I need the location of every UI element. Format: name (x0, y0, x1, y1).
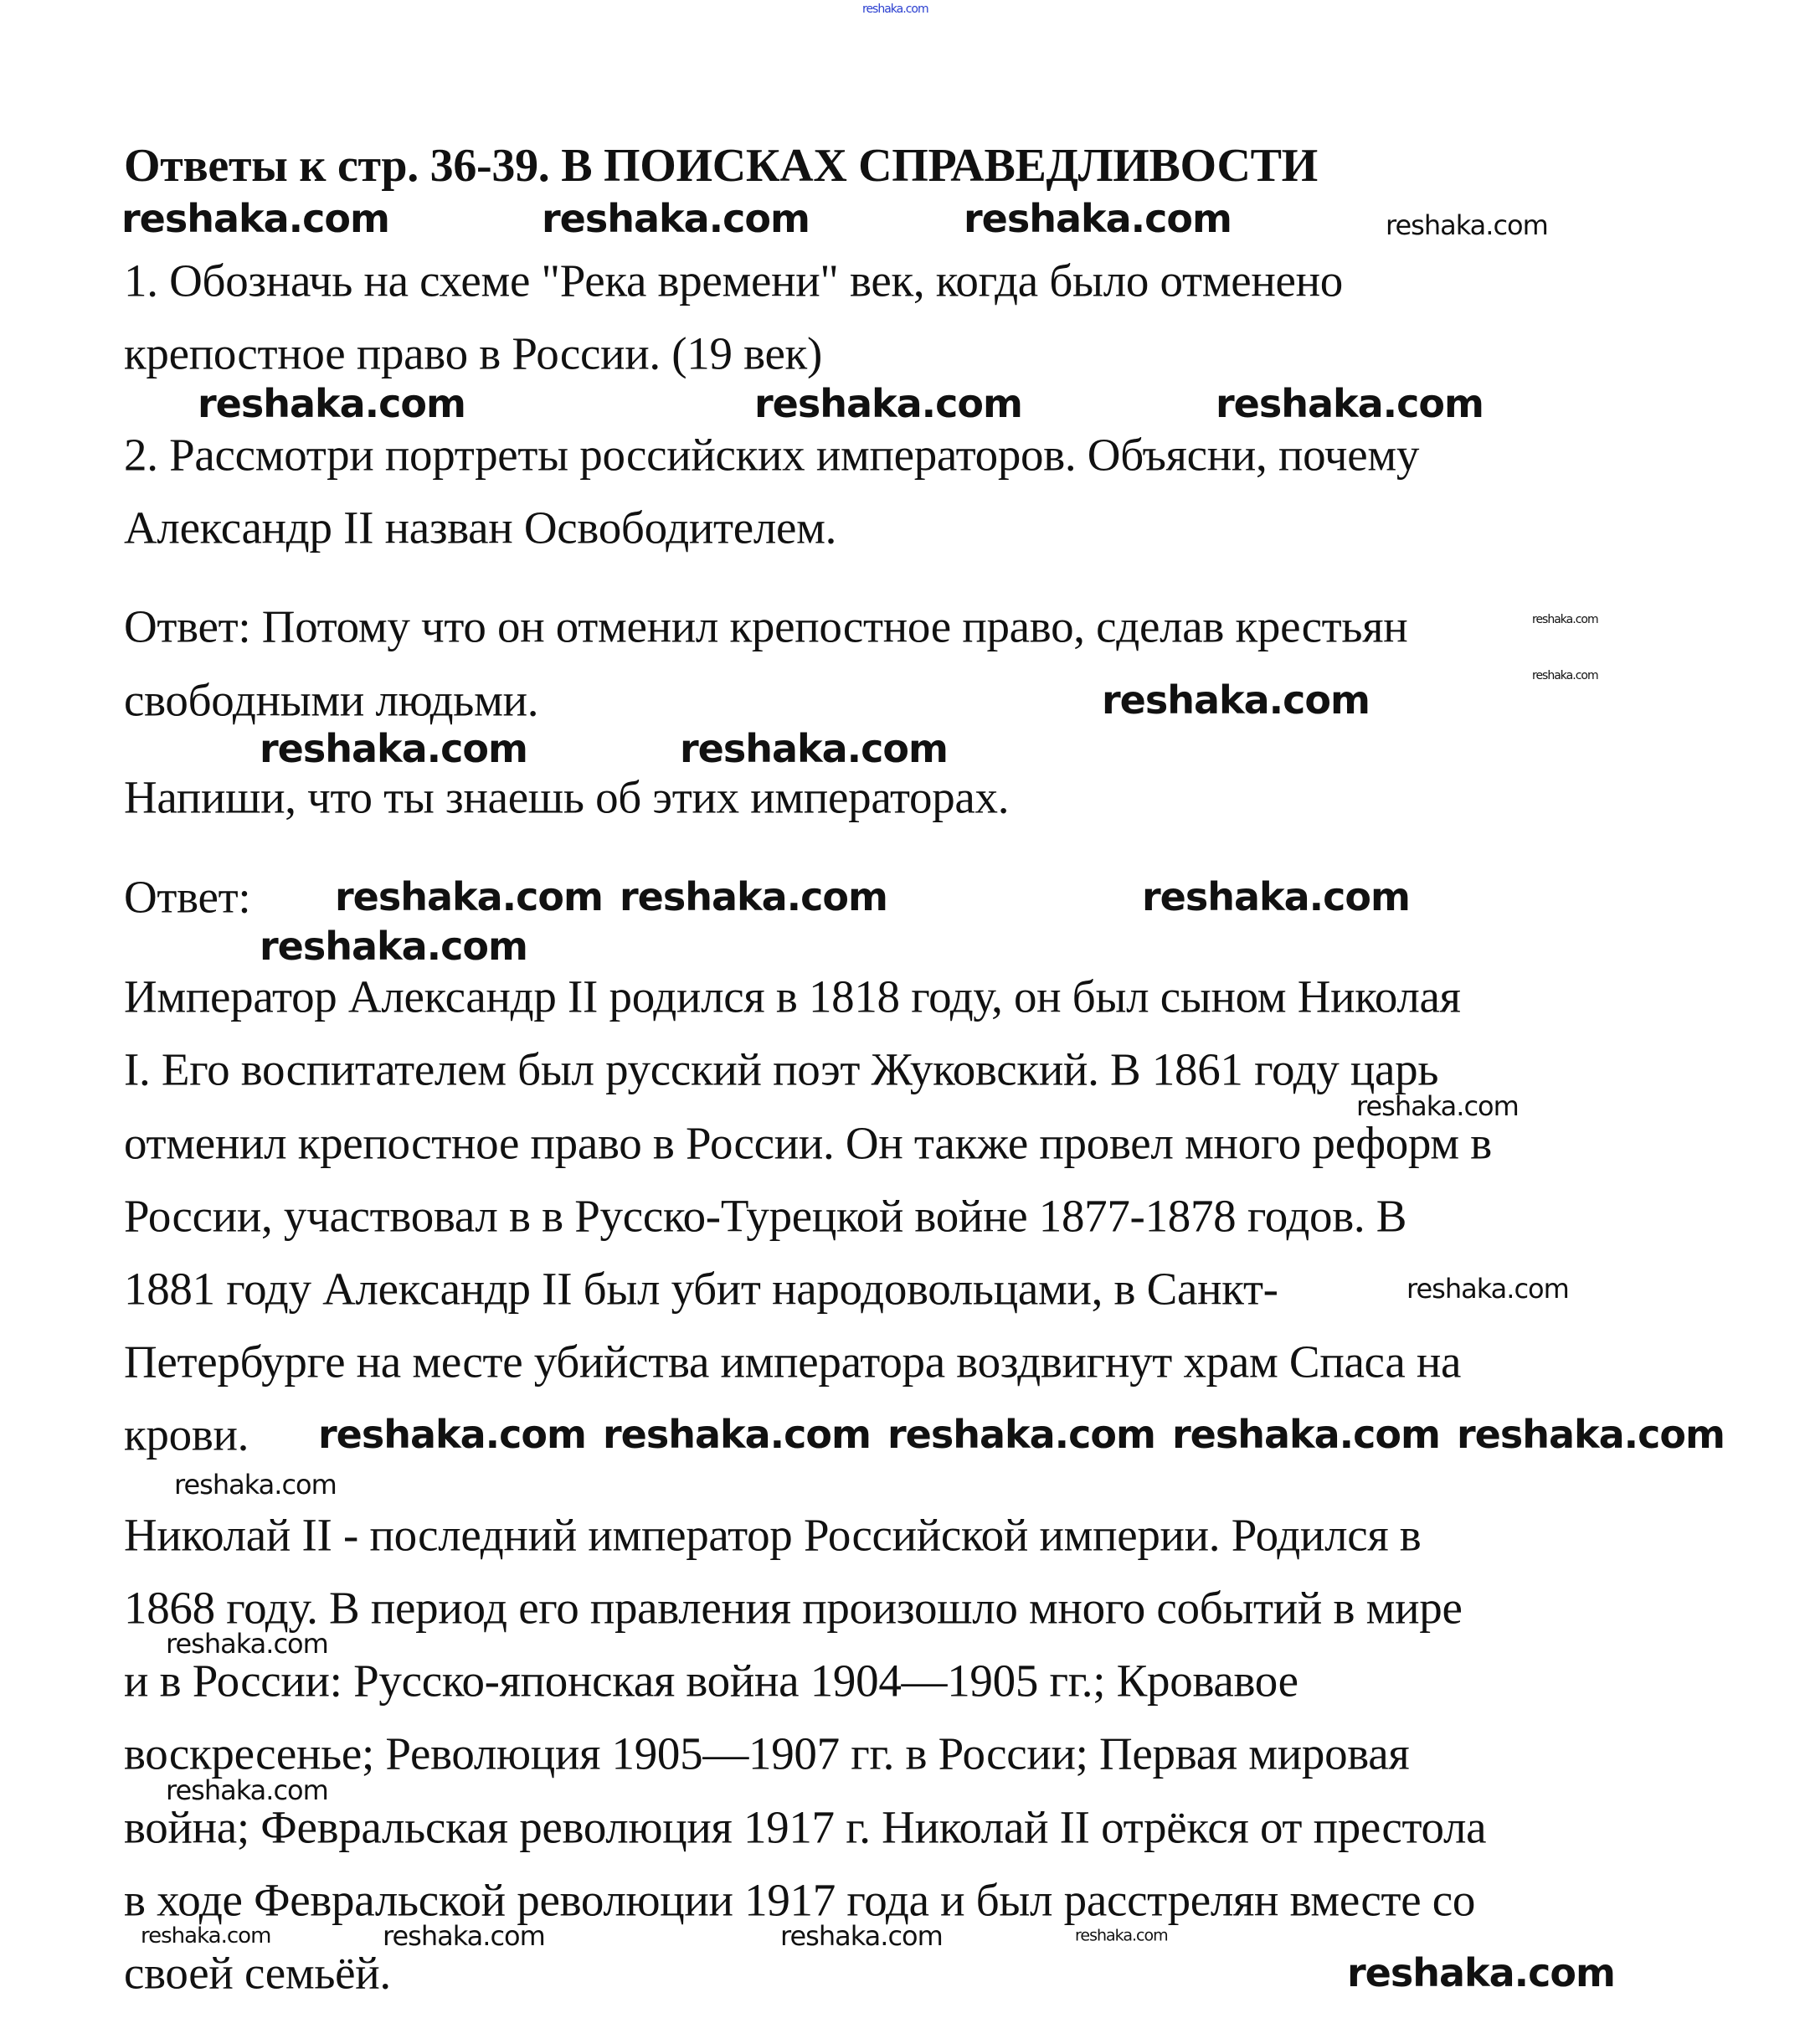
page-title: Ответы к стр. 36-39. В ПОИСКАХ СПРАВЕДЛИВОСТИ (124, 140, 1318, 192)
watermark: reshaka.com (166, 1628, 328, 1660)
text-line: Ответ: (124, 871, 251, 923)
watermark: reshaka.com (780, 1920, 943, 1952)
watermark: reshaka.com (542, 196, 810, 241)
text-line: война; Февральская революция 1917 г. Николай II отрёкся от престола (124, 1801, 1487, 1853)
text-line: Напиши, что ты знаешь об этих императорах. (124, 771, 1010, 823)
watermark: reshaka.com (141, 1923, 271, 1949)
text-line: 1. Обозначь на схеме "Река времени" век, когда было отменено (124, 255, 1343, 306)
watermark: reshaka.com (1142, 874, 1410, 919)
watermark: reshaka.com (1075, 1926, 1168, 1945)
watermark: reshaka.com (260, 726, 527, 771)
text-line: I. Его воспитателем был русский поэт Жуковский. В 1861 году царь (124, 1043, 1439, 1095)
watermark: reshaka.com (260, 924, 527, 969)
text-line: 2. Рассмотри портреты российских императоров. Объясни, почему (124, 429, 1420, 481)
watermark: reshaka.com (620, 874, 887, 919)
text-line: Петербурге на месте убийства императора воздвигнут храм Спаса на (124, 1336, 1462, 1388)
text-line: Император Александр II родился в 1818 году, он был сыном Николая (124, 971, 1461, 1022)
text-line: Николай II - последний император Российской империи. Родился в (124, 1509, 1422, 1561)
watermark: reshaka.com (1172, 1412, 1440, 1457)
watermark: reshaka.com (887, 1412, 1155, 1457)
watermark: reshaka.com (754, 381, 1022, 426)
watermark: reshaka.com (680, 726, 948, 771)
text-line: 1868 году. В период его правления произошло много событий в мире (124, 1582, 1463, 1634)
text-line: в ходе Февральской революции 1917 года и был расстрелян вместе со (124, 1874, 1476, 1926)
text-line: Ответ: Потому что он отменил крепостное право, сделав крестьян (124, 600, 1408, 652)
watermark: reshaka.com (121, 196, 389, 241)
text-line: отменил крепостное право в России. Он также провел много реформ в (124, 1117, 1492, 1169)
watermark: reshaka.com (198, 381, 465, 426)
watermark: reshaka.com (1386, 209, 1548, 241)
text-line: крепостное право в России. (19 век) (124, 327, 822, 379)
watermark: reshaka.com (318, 1412, 586, 1457)
watermark: reshaka.com (1102, 677, 1370, 723)
text-line: своей семьёй. (124, 1947, 391, 1999)
watermark: reshaka.com (964, 196, 1232, 241)
text-line: свободными людьми. (124, 674, 539, 726)
text-line: воскресенье; Революция 1905—1907 гг. в России; Первая мировая (124, 1727, 1410, 1779)
watermark: reshaka.com (1347, 1950, 1615, 1995)
text-line: крови. (124, 1408, 249, 1460)
watermark: reshaka.com (603, 1412, 871, 1457)
watermark: reshaka.com (1356, 1090, 1519, 1122)
text-line: и в России: Русско-японская война 1904—1905 гг.; Кровавое (124, 1655, 1298, 1707)
watermark: reshaka.com (174, 1469, 337, 1501)
watermark: reshaka.com (166, 1774, 328, 1806)
watermark: reshaka.com (383, 1920, 545, 1952)
watermark: reshaka.com (1457, 1412, 1725, 1457)
text-line: Александр II назван Освободителем. (124, 502, 837, 553)
watermark: reshaka.com (1216, 381, 1484, 426)
text-line: 1881 году Александр II был убит народовольцами, в Санкт- (124, 1263, 1278, 1315)
watermark: reshaka.com (335, 874, 603, 919)
watermark: reshaka.com (862, 3, 928, 16)
watermark: reshaka.com (1406, 1273, 1569, 1305)
watermark: reshaka.com (1532, 669, 1598, 682)
text-line: России, участвовал в в Русско-Турецкой войне 1877-1878 годов. В (124, 1190, 1407, 1242)
watermark: reshaka.com (1532, 613, 1598, 626)
